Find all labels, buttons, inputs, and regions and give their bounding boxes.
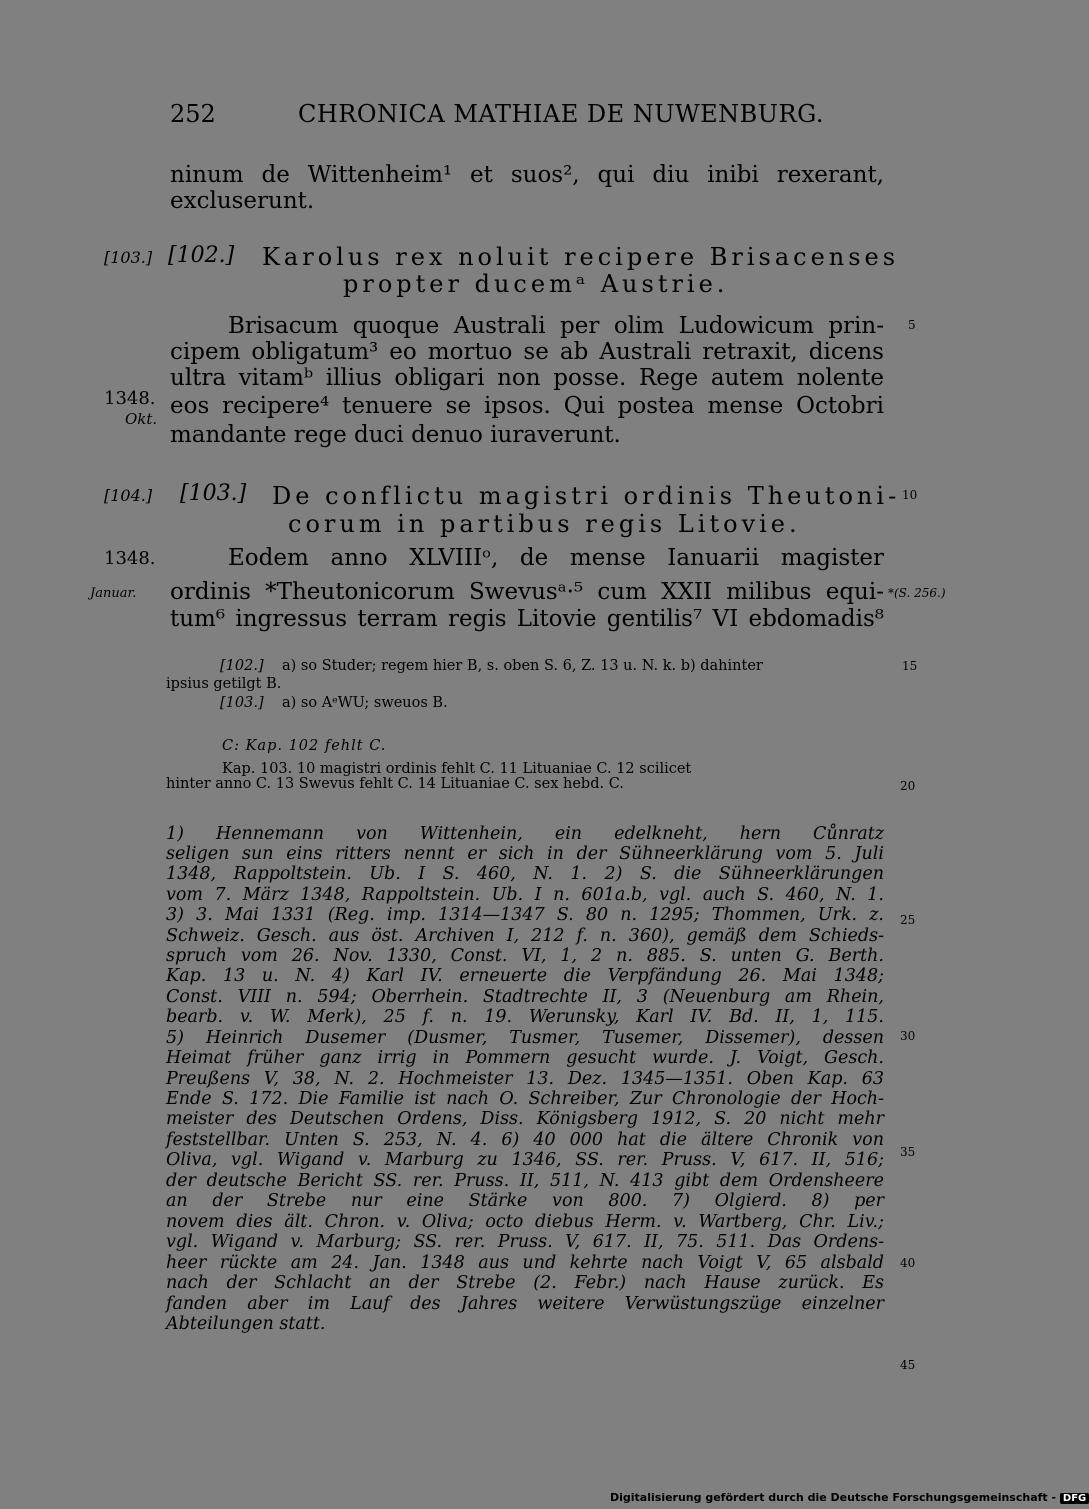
apparatus-line: C: Kap. 102 fehlt C. bbox=[222, 738, 387, 754]
footnote-line: Oliva, vgl. Wigand v. Marburg zu 1346, SS. rer. Pruss. V, 617. II, 516; bbox=[166, 1150, 884, 1170]
apparatus-ref: [102.] bbox=[220, 658, 264, 674]
chapter-title: De conflictu magistri ordinis Theutoni- bbox=[272, 482, 901, 510]
footnote-line: Kap. 13 u. N. 4) Karl IV. erneuerte die Verpfändung 26. Mai 1348; bbox=[166, 966, 884, 986]
chapter-marker-alt: [104.] bbox=[104, 486, 153, 505]
apparatus-ref: [103.] bbox=[220, 695, 264, 711]
chapter-title: Karolus rex noluit recipere Brisacenses bbox=[262, 243, 900, 271]
apparatus-line: Kap. 103. 10 magistri ordinis fehlt C. 11 Lituaniae C. 12 scilicet bbox=[222, 761, 692, 777]
page-reference: *(S. 256.) bbox=[888, 586, 946, 600]
margin-date-year: 1348. bbox=[104, 548, 156, 569]
footnote-line: feststellbar. Unten S. 253, N. 4. 6) 40 000 hat die ältere Chronik von bbox=[166, 1130, 884, 1150]
footnote-line: der deutsche Bericht SS. rer. Pruss. II, 511, N. 413 gibt dem Ordensheere bbox=[166, 1171, 884, 1191]
footnote-line: meister des Deutschen Ordens, Diss. Königsberg 1912, S. 20 nicht mehr bbox=[166, 1109, 884, 1129]
footnote-line: vom 7. März 1348, Rappoltstein. Ub. I n. 601a.b, vgl. auch S. 460, N. 1. bbox=[166, 885, 884, 905]
footnote-line: Abteilungen statt. bbox=[166, 1314, 326, 1334]
footnote-line: fanden aber im Lauf des Jahres weitere Verwüstungszüge einzelner bbox=[166, 1294, 884, 1314]
footnote-line: 1) Hennemann von Wittenhein, ein edelkneht, hern Cůnratz bbox=[166, 824, 884, 844]
footnote-line: seligen sun eins ritters nennt er sich in der Sühneerklärung vom 5. Juli bbox=[166, 844, 884, 864]
page-number: 252 bbox=[170, 100, 216, 128]
line-number: 30 bbox=[900, 1029, 916, 1043]
footnote-line: bearb. v. W. Merk), 25 f. n. 19. Werunsky, Karl IV. Bd. II, 1, 115. bbox=[166, 1007, 884, 1027]
line-number: 15 bbox=[902, 659, 918, 673]
text-line: ninum de Wittenheim¹ et suos², qui diu inibi rexerant, bbox=[170, 162, 884, 188]
text-line: excluserunt. bbox=[170, 188, 315, 214]
chapter-marker-alt: [103.] bbox=[104, 248, 153, 267]
line-number: 5 bbox=[908, 318, 916, 332]
apparatus-line: a) so Studer; regem hier B, s. oben S. 6, Z. 13 u. N. k. b) dahinter bbox=[282, 658, 763, 674]
line-number: 45 bbox=[900, 1358, 916, 1372]
footnote-line: heer rückte am 24. Jan. 1348 aus und kehrte nach Voigt V, 65 alsbald bbox=[166, 1253, 884, 1273]
credit-text: Digitalisierung gefördert durch die Deutsche Forschungsgemeinschaft - bbox=[610, 1491, 1057, 1504]
footnote-line: novem dies ält. Chron. v. Oliva; octo diebus Herm. v. Wartberg, Chr. Liv.; bbox=[166, 1212, 884, 1232]
footnote-line: 3) 3. Mai 1331 (Reg. imp. 1314—1347 S. 80 n. 1295; Thommen, Urk. z. bbox=[166, 905, 884, 925]
line-number: 20 bbox=[900, 779, 916, 793]
text-line: ultra vitamᵇ illius obligari non posse. Rege autem nolente bbox=[170, 365, 884, 391]
footnote-line: Ende S. 172. Die Familie ist nach O. Schreiber, Zur Chronologie der Hoch- bbox=[166, 1089, 884, 1109]
apparatus-line: ipsius getilgt B. bbox=[166, 676, 282, 692]
text-line: tum⁶ ingressus terram regis Litovie gentilis⁷ VI ebdomadis⁸ bbox=[170, 606, 884, 632]
text-line: eos recipere⁴ tenuere se ipsos. Qui postea mense Octobri bbox=[170, 393, 884, 419]
margin-date-month: Januar. bbox=[90, 586, 137, 601]
footnote-line: Const. VIII n. 594; Oberrhein. Stadtrechte II, 3 (Neuenburg am Rhein, bbox=[166, 987, 884, 1007]
margin-date-year: 1348. bbox=[104, 388, 156, 409]
chapter-title: propter ducemᵃ Austrie. bbox=[343, 270, 729, 298]
footnote-line: an der Strebe nur eine Stärke von 800. 7) Olgierd. 8) per bbox=[166, 1191, 884, 1211]
text-line: ordinis *Theutonicorum Swevusᵃ·⁵ cum XXII milibus equi- bbox=[170, 579, 884, 605]
footnote-line: nach der Schlacht an der Strebe (2. Febr.) nach Hause zurück. Es bbox=[166, 1273, 884, 1293]
footnote-line: spruch vom 26. Nov. 1330, Const. VI, 1, 2 n. 885. S. unten G. Berth. bbox=[166, 946, 884, 966]
footnote-line: Heimat früher ganz irrig in Pommern gesucht wurde. J. Voigt, Gesch. bbox=[166, 1048, 884, 1068]
footnote-line: 1348, Rappoltstein. Ub. I S. 460, N. 1. 2) S. die Sühneerklärungen bbox=[166, 864, 884, 884]
chapter-marker: [103.] bbox=[180, 481, 247, 506]
line-number: 25 bbox=[900, 913, 916, 927]
chapter-marker: [102.] bbox=[168, 243, 235, 268]
dfg-logo: DFG bbox=[1060, 1493, 1089, 1504]
chapter-title: corum in partibus regis Litovie. bbox=[288, 510, 801, 538]
footnote-line: Preußens V, 38, N. 2. Hochmeister 13. Dez. 1345—1351. Oben Kap. 63 bbox=[166, 1069, 884, 1089]
line-number: 35 bbox=[900, 1145, 916, 1159]
line-number: 10 bbox=[902, 488, 918, 502]
text-line: Brisacum quoque Australi per olim Ludowicum prin- bbox=[228, 313, 884, 339]
text-line: cipem obligatum³ eo mortuo se ab Australi retraxit, dicens bbox=[170, 339, 884, 365]
text-line: mandante rege duci denuo iuraverunt. bbox=[170, 422, 621, 448]
line-number: 40 bbox=[900, 1256, 916, 1270]
footnote-line: vgl. Wigand v. Marburg; SS. rer. Pruss. V, 617. II, 75. 511. Das Ordens- bbox=[166, 1232, 884, 1252]
footnote-line: Schweiz. Gesch. aus öst. Archiven I, 212 f. n. 360), gemäß dem Schieds- bbox=[166, 926, 884, 946]
running-title: CHRONICA MATHIAE DE NUWENBURG. bbox=[298, 100, 825, 128]
margin-date-month: Okt. bbox=[125, 410, 158, 428]
text-line: Eodem anno XLVIIIᵒ, de mense Ianuarii magister bbox=[228, 545, 884, 571]
apparatus-line: hinter anno C. 13 Swevus fehlt C. 14 Lituaniae C. sex hebd. C. bbox=[166, 776, 624, 792]
apparatus-line: a) so AᵉWU; sweuos B. bbox=[282, 695, 448, 711]
digitization-credit bbox=[610, 1491, 1089, 1504]
footnote-line: 5) Heinrich Dusemer (Dusmer, Tusmer, Tusemer, Dissemer), dessen bbox=[166, 1028, 884, 1048]
